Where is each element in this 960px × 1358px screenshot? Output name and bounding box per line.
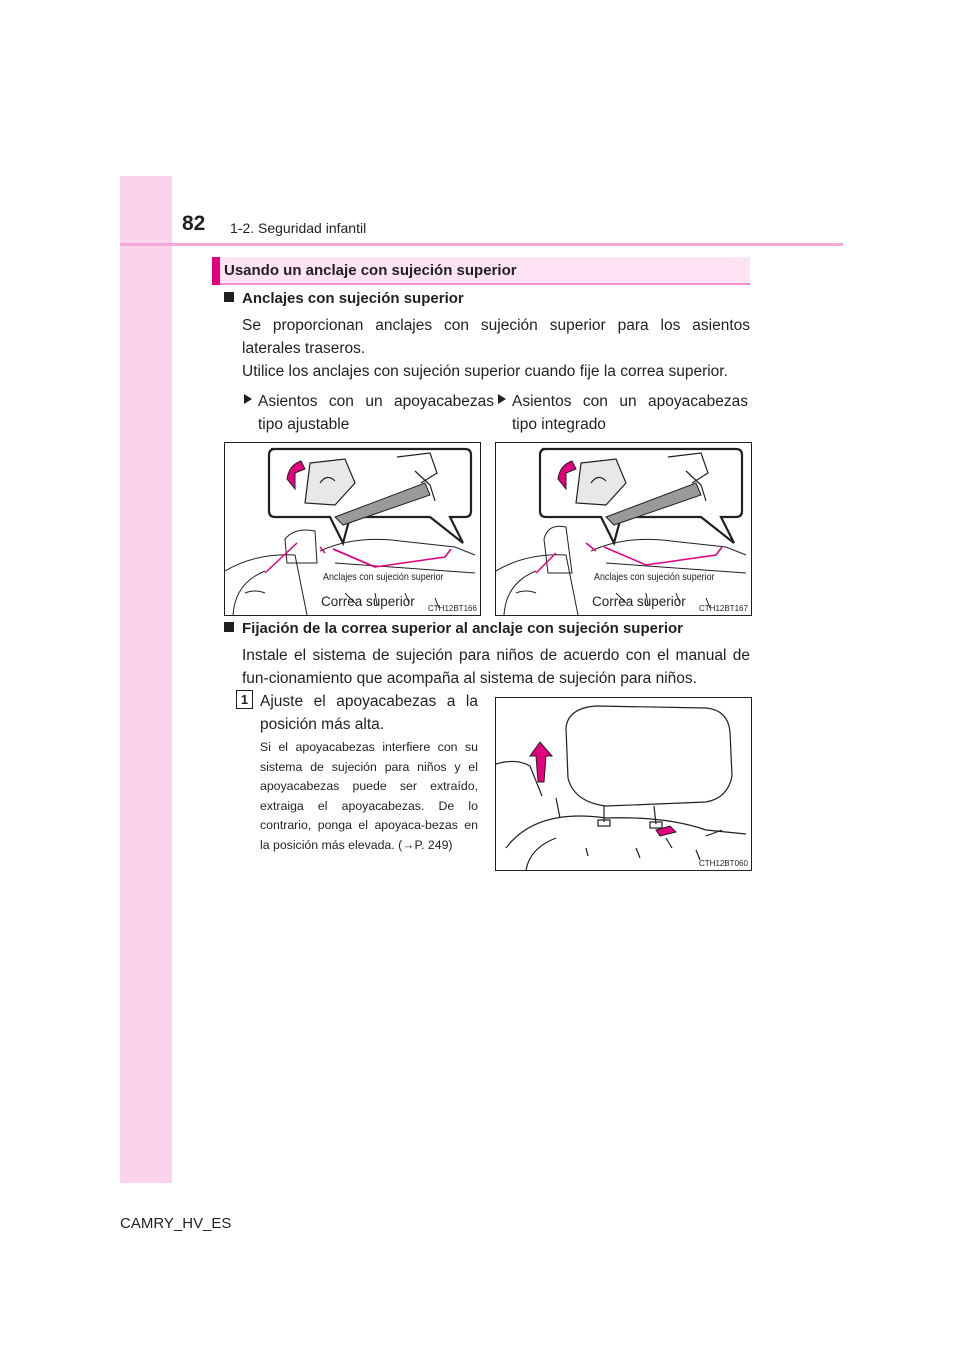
figure-code-right: CTH12BT167 xyxy=(699,604,748,613)
chapter-title: 1-2. Seguridad infantil xyxy=(230,220,367,236)
pink-sidebar xyxy=(120,176,172,1183)
triangle-bullet-icon xyxy=(244,394,252,404)
square-bullet-icon xyxy=(224,292,234,302)
label-strap-right: Correa superior xyxy=(592,594,686,609)
subheading-attach-strap-text: Fijación de la correa superior al anclaje con sujeción superior xyxy=(242,620,683,637)
header-rule xyxy=(120,243,843,246)
seat-illustration-integrated xyxy=(496,443,751,615)
bullet-adjustable-headrest xyxy=(258,390,494,436)
figure-code-step1: CTH12BT060 xyxy=(699,859,748,868)
section-title: Usando un anclaje con sujeción superior xyxy=(224,262,517,279)
subheading-anchors-text: Anclajes con sujeción superior xyxy=(242,290,464,307)
figure-raise-headrest xyxy=(495,697,752,871)
step-number-badge: 1 xyxy=(236,690,253,709)
paragraph-install-system: Instale el sistema de sujeción para niños de acuerdo con el manual de fun-cionamiento que acompaña al sistema de sujeción para niños. xyxy=(242,647,750,687)
page-number: 82 xyxy=(182,212,206,235)
footer-doc-id: CAMRY_HV_ES xyxy=(120,1215,232,1232)
subheading-attach-strap xyxy=(224,620,683,637)
paragraph-anchors-provided: Se proporcionan anclajes con sujeción superior para los asientos laterales traseros. xyxy=(242,317,750,357)
label-anchor-left: Anclajes con sujeción superior xyxy=(323,571,444,583)
label-strap-left: Correa superior xyxy=(321,594,415,609)
triangle-bullet-icon xyxy=(498,394,506,404)
bullet-adjustable-text: Asientos con un apoyacabezas tipo ajustable xyxy=(258,393,494,433)
label-anchor-right: Anclajes con sujeción superior xyxy=(594,571,715,583)
step-1-note: Si el apoyacabezas interfiere con su sistema de sujeción para niños y el apoyacabezas puede ser extraído, extraiga el apoyacabezas. De lo contrario, ponga el apoyaca-bezas en la posición más elevada. (→P. 249) xyxy=(260,740,478,852)
headrest-illustration xyxy=(496,698,751,870)
section-heading-tab xyxy=(212,257,220,285)
seat-illustration-adjustable xyxy=(225,443,480,615)
figure-adjustable-headrest xyxy=(224,442,481,616)
bullet-integrated-text: Asientos con un apoyacabezas tipo integrado xyxy=(512,393,748,433)
paragraph-use-anchors: Utilice los anclajes con sujeción superior cuando fije la correa superior. xyxy=(242,363,728,380)
square-bullet-icon xyxy=(224,622,234,632)
bullet-integrated-headrest xyxy=(512,390,748,436)
step-1-text: Ajuste el apoyacabezas a la posición más alta. xyxy=(260,693,478,733)
figure-integrated-headrest xyxy=(495,442,752,616)
subheading-anchors xyxy=(224,290,464,307)
figure-code-left: CTH12BT166 xyxy=(428,604,477,613)
